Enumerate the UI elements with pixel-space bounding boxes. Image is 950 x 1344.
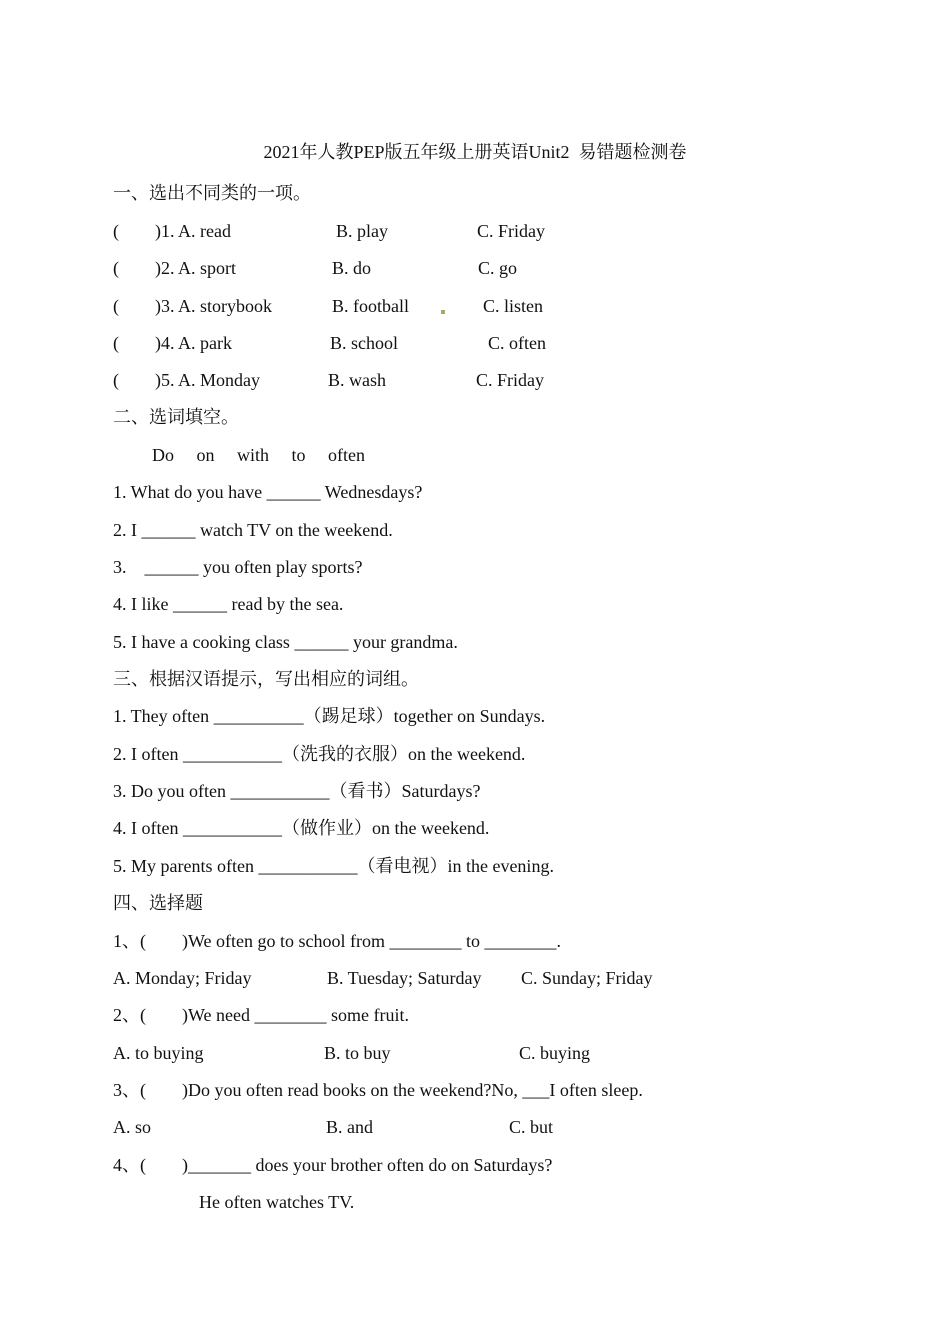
question-stem: ( )2. A. sport bbox=[113, 258, 236, 278]
list-item: 4. I like ______ read by the sea. bbox=[113, 594, 344, 614]
option-c: C. often bbox=[488, 333, 546, 353]
question-stem: ( )1. A. read bbox=[113, 221, 231, 241]
question-stem: ( )5. A. Monday bbox=[113, 370, 260, 390]
list-item bbox=[113, 369, 873, 391]
option-c: C. but bbox=[509, 1117, 554, 1137]
question-2: 2、( )We need ________ some fruit. bbox=[113, 1005, 409, 1025]
page-title: 2021年人教PEP版五年级上册英语Unit2 易错题检测卷 bbox=[263, 142, 687, 162]
option-a: A. Monday; Friday bbox=[113, 968, 252, 988]
options-row bbox=[113, 967, 873, 989]
list-item: 4. I often ___________（做作业）on the weekend. bbox=[113, 818, 490, 838]
option-a: A. to buying bbox=[113, 1043, 204, 1063]
option-b: B. wash bbox=[328, 370, 386, 390]
list-item: 1. What do you have ______ Wednesdays? bbox=[113, 482, 423, 502]
option-b: B. do bbox=[332, 258, 372, 278]
option-b: B. play bbox=[336, 221, 388, 241]
list-item bbox=[113, 295, 873, 317]
section3-heading: 三、根据汉语提示，写出相应的词组。 bbox=[113, 669, 419, 689]
option-b: B. football bbox=[332, 296, 409, 316]
option-a: A. so bbox=[113, 1117, 152, 1137]
list-item: 2. I often ___________（洗我的衣服）on the weekend. bbox=[113, 744, 526, 764]
list-item bbox=[113, 332, 873, 354]
option-b: B. Tuesday; Saturday bbox=[327, 968, 482, 988]
section4-heading: 四、选择题 bbox=[113, 893, 203, 913]
list-item bbox=[113, 257, 873, 279]
section1-heading: 一、选出不同类的一项。 bbox=[113, 183, 311, 203]
list-item: 1. They often __________（踢足球）together on Sundays. bbox=[113, 706, 546, 726]
option-b: B. school bbox=[330, 333, 399, 353]
option-c: C. Sunday; Friday bbox=[521, 968, 653, 988]
question-stem: ( )3. A. storybook bbox=[113, 296, 272, 316]
question-1: 1、( )We often go to school from ________ to ________. bbox=[113, 931, 561, 951]
option-c: C. buying bbox=[519, 1043, 591, 1063]
options-row bbox=[113, 1116, 873, 1138]
option-c: C. go bbox=[478, 258, 518, 278]
option-b: B. and bbox=[326, 1117, 373, 1137]
answer-line: He often watches TV. bbox=[199, 1192, 355, 1212]
stray-dot bbox=[441, 310, 445, 314]
word-bank: Do on with to often bbox=[152, 445, 365, 465]
question-4: 4、( )_______ does your brother often do on Saturdays? bbox=[113, 1155, 553, 1175]
section2-heading: 二、选词填空。 bbox=[113, 407, 239, 427]
option-c: C. listen bbox=[483, 296, 544, 316]
option-c: C. Friday bbox=[476, 370, 545, 390]
list-item: 3. ______ you often play sports? bbox=[113, 557, 363, 577]
list-item bbox=[113, 220, 873, 242]
list-item: 2. I ______ watch TV on the weekend. bbox=[113, 520, 393, 540]
option-c: C. Friday bbox=[477, 221, 546, 241]
question-3: 3、( )Do you often read books on the weekend?No, ___I often sleep. bbox=[113, 1080, 643, 1100]
option-b: B. to buy bbox=[324, 1043, 391, 1063]
list-item: 5. My parents often ___________（看电视）in the evening. bbox=[113, 856, 554, 876]
options-row bbox=[113, 1042, 873, 1064]
list-item: 5. I have a cooking class ______ your grandma. bbox=[113, 632, 458, 652]
question-stem: ( )4. A. park bbox=[113, 333, 232, 353]
list-item: 3. Do you often ___________（看书）Saturdays? bbox=[113, 781, 481, 801]
